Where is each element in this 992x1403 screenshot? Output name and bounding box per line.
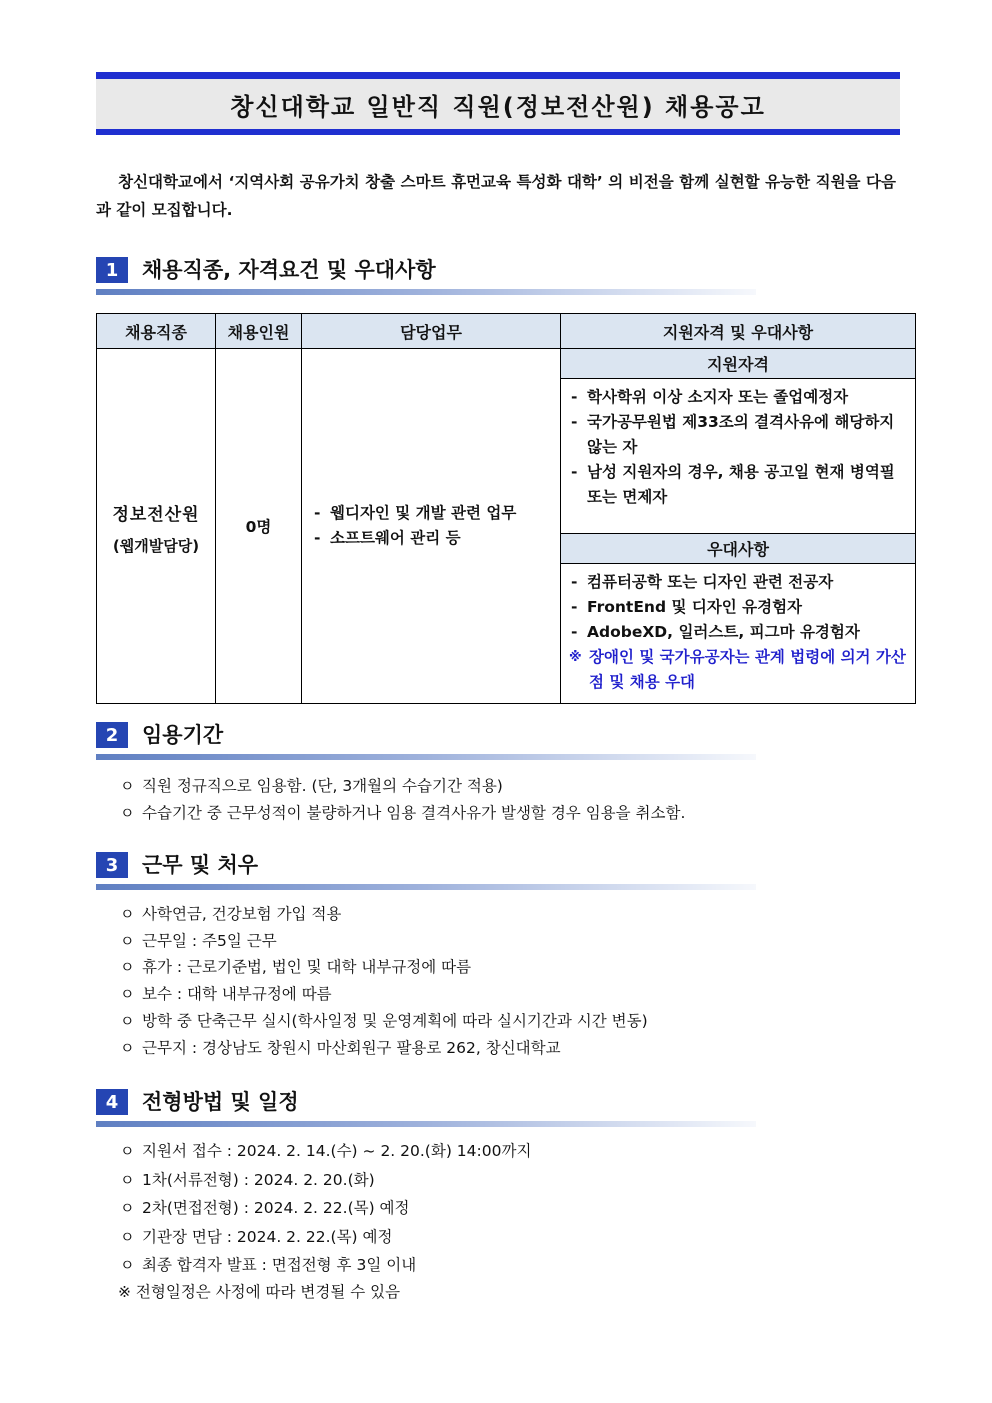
preference-subheader: 우대사항 — [561, 534, 916, 564]
duty-item: - 웹디자인 및 개발 관련 업무 — [312, 501, 560, 526]
intro-paragraph — [96, 168, 896, 224]
header-headcount: 채용인원 — [216, 314, 302, 349]
qualification-item: - 남성 지원자의 경우, 채용 공고일 현재 병역필 또는 면제자 — [569, 460, 907, 510]
table-row — [97, 349, 916, 379]
section-underline — [96, 884, 756, 890]
schedule-note: ※ 전형일정은 사정에 따라 변경될 수 있음 — [118, 1283, 401, 1301]
bullet-icon: ㅇ — [120, 1038, 135, 1057]
preference-item: - 컴퓨터공학 또는 디자인 관련 전공자 — [569, 570, 907, 595]
list-item — [118, 773, 898, 800]
bullet-icon: ㅇ — [120, 1170, 135, 1189]
section-number: 2 — [96, 722, 128, 748]
qualification-list — [561, 379, 916, 534]
duties-cell — [302, 349, 561, 704]
preference-note-text: 장애인 및 국가유공자는 관계 법령에 의거 가산점 및 채용 우대 — [589, 648, 906, 691]
bullet-icon: ㅇ — [120, 1199, 135, 1217]
bullet-icon: ㅇ — [120, 985, 135, 1004]
list-item-text: 2차(면접전형) : 2024. 2. 22.(목) 예정 — [142, 1199, 410, 1217]
section-title: 임용기간 — [142, 723, 224, 747]
header-job-type: 채용직종 — [97, 314, 216, 349]
list-item-text: 보수 : 대학 내부규정에 따름 — [142, 985, 332, 1004]
list-item — [118, 1166, 898, 1195]
period-list — [118, 773, 898, 827]
header-duties: 담당업무 — [302, 314, 561, 349]
list-item-text: 기관장 면담 : 2024. 2. 22.(목) 예정 — [142, 1227, 393, 1246]
list-item — [118, 1223, 898, 1252]
preference-item: - FrontEnd 및 디자인 유경험자 — [569, 595, 907, 620]
list-item — [118, 928, 898, 955]
job-type-cell — [97, 349, 216, 704]
list-item — [118, 981, 898, 1008]
list-item-text: 방학 중 단축근무 실시(학사일정 및 운영계획에 따라 실시기간과 시간 변동) — [142, 1011, 648, 1030]
qualification-item: - 학사학위 이상 소지자 또는 졸업예정자 — [569, 385, 907, 410]
preference-item: - AdobeXD, 일러스트, 피그마 유경험자 — [569, 620, 907, 645]
section-underline — [96, 754, 756, 760]
list-item — [118, 1194, 898, 1223]
section-3-header — [96, 852, 756, 892]
section-title: 전형방법 및 일정 — [142, 1090, 299, 1114]
intro-text: 창신대학교에서 ‘지역사회 공유가치 창출 스마트 휴먼교육 특성화 대학’ 의 비전을 함께 실현할 유능한 직원을 다음과 같이 모집합니다. — [96, 173, 896, 219]
bullet-icon: ㅇ — [120, 1227, 135, 1246]
list-item — [118, 800, 898, 827]
qualification-subheader: 지원자격 — [561, 349, 916, 379]
bullet-icon: ㅇ — [120, 958, 135, 977]
section-1-header — [96, 257, 756, 297]
title-bottom-bar — [96, 129, 900, 135]
section-underline — [96, 289, 756, 295]
title-top-bar — [96, 72, 900, 79]
section-number: 3 — [96, 852, 128, 878]
list-item — [118, 1035, 898, 1062]
preference-list — [561, 564, 916, 704]
page-title: 창신대학교 일반직 직원(정보전산원) 채용공고 — [230, 92, 766, 121]
work-conditions-list — [118, 901, 898, 1061]
table-header-row — [97, 314, 916, 349]
list-item — [118, 1008, 898, 1035]
list-item — [118, 901, 898, 928]
job-subtitle: (웹개발담당) — [112, 537, 200, 555]
recruitment-table — [96, 313, 916, 704]
job-name: 정보전산원 — [112, 505, 200, 525]
preference-note — [569, 645, 907, 695]
bullet-icon: ㅇ — [120, 804, 135, 822]
title-banner — [96, 72, 900, 136]
section-2-header — [96, 722, 756, 762]
header-qualifications: 지원자격 및 우대사항 — [561, 314, 916, 349]
list-item-text: 수습기간 중 근무성적이 불량하거나 임용 결격사유가 발생할 경우 임용을 취소함. — [142, 804, 686, 822]
schedule-list — [118, 1137, 898, 1280]
section-number: 1 — [96, 257, 128, 283]
section-4-header — [96, 1089, 756, 1129]
list-item-text: 1차(서류전형) : 2024. 2. 20.(화) — [142, 1170, 375, 1189]
bullet-icon: ㅇ — [120, 931, 135, 950]
qualification-item: - 국가공무원법 제33조의 결격사유에 해당하지 않는 자 — [569, 410, 907, 460]
list-item-text: 근무일 : 주5일 근무 — [142, 931, 277, 950]
title-box — [96, 79, 900, 129]
duty-item: - 소프트웨어 관리 등 — [312, 526, 560, 551]
list-item-text: 휴가 : 근로기준법, 법인 및 대학 내부규정에 따름 — [142, 958, 472, 977]
list-item-text: 사학연금, 건강보험 가입 적용 — [142, 905, 342, 923]
list-item-text: 근무지 : 경상남도 창원시 마산회원구 팔용로 262, 창신대학교 — [142, 1038, 561, 1057]
list-item — [118, 1251, 898, 1280]
bullet-icon: ㅇ — [120, 777, 135, 795]
bullet-icon: ㅇ — [120, 905, 135, 923]
section-title: 근무 및 처우 — [142, 853, 259, 877]
bullet-icon: ㅇ — [120, 1142, 135, 1160]
list-item-text: 지원서 접수 : 2024. 2. 14.(수) ~ 2. 20.(화) 14:00까지 — [142, 1142, 532, 1160]
section-underline — [96, 1121, 756, 1127]
section-title: 채용직종, 자격요건 및 우대사항 — [142, 258, 436, 282]
section-number: 4 — [96, 1089, 128, 1115]
bullet-icon: ㅇ — [120, 1011, 135, 1030]
list-item — [118, 954, 898, 981]
list-item-text: 최종 합격자 발표 : 면접전형 후 3일 이내 — [142, 1256, 417, 1274]
bullet-icon: ㅇ — [120, 1256, 135, 1274]
list-item-text: 직원 정규직으로 임용함. (단, 3개월의 수습기간 적용) — [142, 777, 503, 795]
reference-mark-icon: ※ — [569, 650, 582, 665]
headcount-cell: 0명 — [216, 349, 302, 704]
list-item — [118, 1137, 898, 1166]
